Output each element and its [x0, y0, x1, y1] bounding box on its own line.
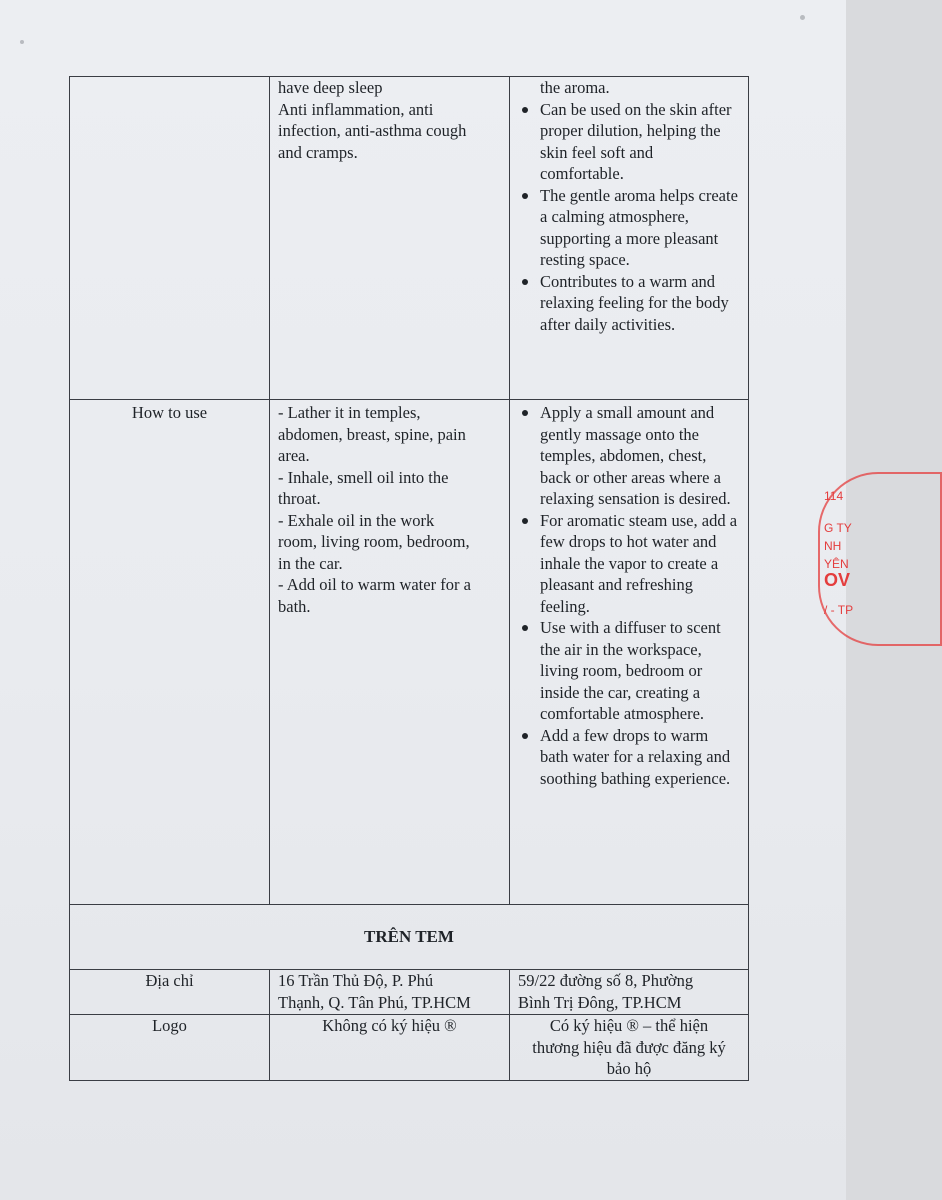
- stamp-text: 114: [824, 489, 844, 503]
- text-line: room, living room, bedroom,: [278, 532, 470, 551]
- new-content-cell: [510, 1015, 749, 1081]
- table-row-section-header: [70, 905, 749, 970]
- text-line: Có ký hiệu ® – thể hiện: [549, 1016, 709, 1035]
- text-line: area.: [278, 446, 310, 465]
- text-line: and cramps.: [278, 142, 358, 162]
- text-line: have deep sleep: [278, 78, 383, 97]
- text-line: Bình Trị Đông, TP.HCM: [518, 992, 682, 1012]
- old-content-cell: [270, 77, 510, 400]
- bullet-list: [518, 99, 740, 336]
- table-row-address: [70, 970, 749, 1015]
- row-label-cell: [70, 1015, 270, 1081]
- continued-text: the aroma.: [540, 78, 610, 97]
- text-line: - Inhale, smell oil into the: [278, 467, 449, 487]
- text-line: 16 Trần Thủ Độ, P. Phú: [278, 971, 434, 990]
- section-header-cell: [70, 905, 749, 970]
- new-content-cell: [510, 77, 749, 400]
- row-label: How to use: [131, 403, 208, 422]
- red-company-stamp: [818, 472, 858, 642]
- bullet-item: Add a few drops to warm bath water for a relaxing and soothing bathing experience.: [540, 725, 740, 790]
- text-line: bảo hộ: [606, 1059, 652, 1078]
- text-line: Thạnh, Q. Tân Phú, TP.HCM: [278, 992, 471, 1012]
- text-line: - Exhale oil in the work: [278, 510, 435, 530]
- new-content-cell: [510, 400, 749, 905]
- old-content-cell: [270, 400, 510, 905]
- bullet-item: For aromatic steam use, add a few drops to hot water and inhale the vapor to create a pleasant and refreshing feeling.: [540, 510, 740, 618]
- row-label: Địa chỉ: [145, 971, 194, 990]
- text-line: abdomen, breast, spine, pain: [278, 424, 466, 444]
- text-line: bath.: [278, 596, 311, 616]
- paper-mark: [20, 40, 24, 44]
- bullet-item: Apply a small amount and gently massage onto the temples, abdomen, chest, back or other areas where a relaxing sensation is desired.: [540, 402, 740, 510]
- old-content-cell: [270, 1015, 510, 1081]
- row-label-cell: [70, 77, 270, 400]
- text-line: thương hiệu đã được đăng ký: [532, 1037, 726, 1057]
- stamp-text: NH: [824, 539, 842, 553]
- text-line: 59/22 đường số 8, Phường: [518, 971, 694, 990]
- row-label-cell: [70, 970, 270, 1015]
- paper-mark: [800, 15, 805, 20]
- stamp-text: YÊN: [824, 557, 849, 571]
- old-content-cell: [270, 970, 510, 1015]
- text-line: infection, anti-asthma cough: [278, 121, 467, 140]
- text-line: throat.: [278, 489, 321, 508]
- stamp-text: G TY: [824, 521, 852, 535]
- stamp-text: / - TP: [824, 603, 854, 617]
- row-label-cell: [70, 400, 270, 905]
- stamp-text: OV: [824, 570, 851, 590]
- bullet-item: Use with a diffuser to scent the air in the workspace, living room, bedroom or inside the car, creating a comfortable atmosphere.: [540, 617, 740, 725]
- cell-text: Không có ký hiệu ®: [322, 1016, 457, 1035]
- bullet-list: [518, 402, 740, 789]
- comparison-table: [69, 76, 749, 1081]
- text-line: in the car.: [278, 553, 343, 573]
- bullet-item: Can be used on the skin after proper dilution, helping the skin feel soft and comfortable.: [540, 99, 740, 185]
- section-header: TRÊN TEM: [364, 927, 454, 947]
- text-line: - Add oil to warm water for a: [278, 575, 471, 594]
- new-content-cell: [510, 970, 749, 1015]
- bullet-item: Contributes to a warm and relaxing feeling for the body after daily activities.: [540, 271, 740, 336]
- text-line: - Lather it in temples,: [278, 403, 421, 422]
- table-row-effects: [70, 77, 749, 400]
- bullet-item: The gentle aroma helps create a calming atmosphere, supporting a more pleasant resting space.: [540, 185, 740, 271]
- row-label: Logo: [152, 1016, 187, 1035]
- table-row-logo: [70, 1015, 749, 1081]
- text-line: Anti inflammation, anti: [278, 99, 434, 119]
- table-row-how-to-use: [70, 400, 749, 905]
